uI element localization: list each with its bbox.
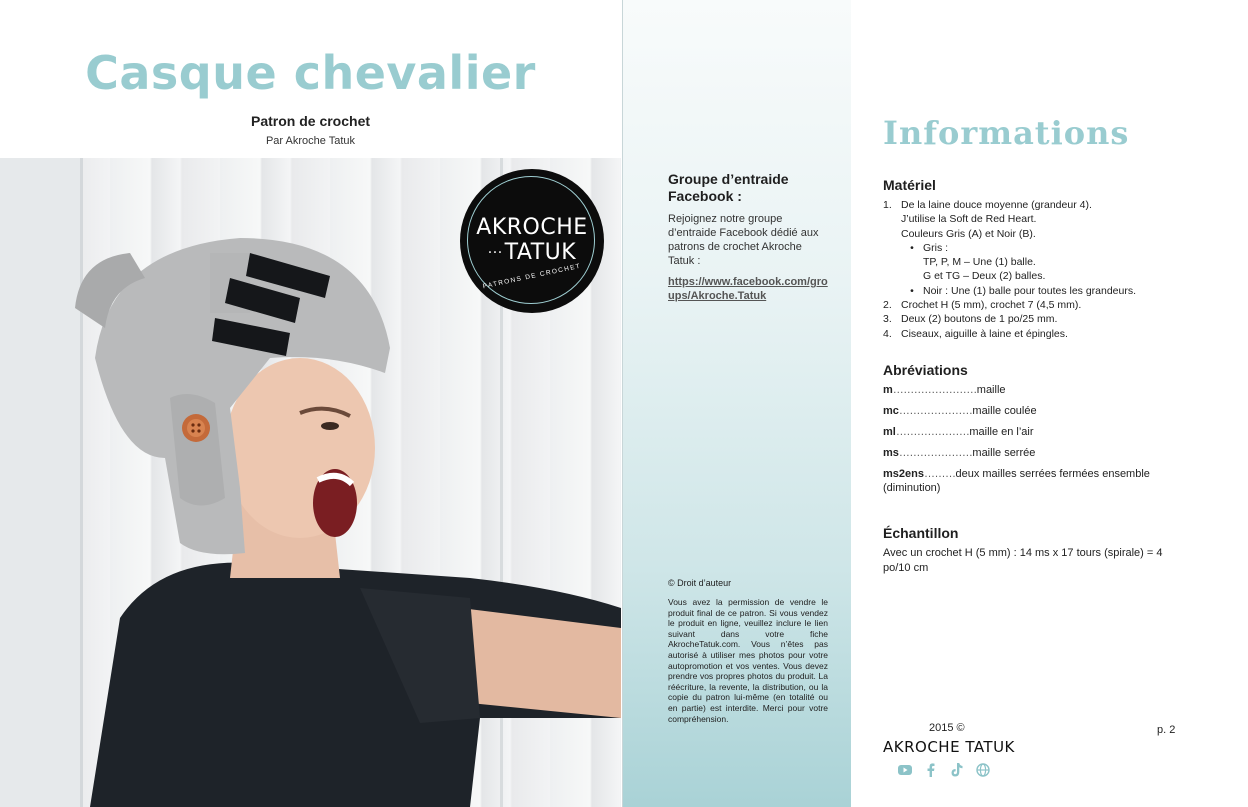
abreviation-leader: ………………… xyxy=(898,405,973,418)
abreviation-definition: maille xyxy=(976,384,1006,396)
copyright-heading: © Droit d’auteur xyxy=(668,578,732,588)
list-number: 1. xyxy=(883,199,892,211)
list-item xyxy=(883,198,1223,212)
facebook-group-heading: Groupe d’entraide Facebook : xyxy=(668,171,789,204)
bullet-icon: • xyxy=(910,284,914,297)
page-number: p. 2 xyxy=(1157,724,1176,736)
abreviation-term: m xyxy=(883,384,893,396)
list-item xyxy=(883,327,1223,341)
abreviation-definition: maille en l’air xyxy=(969,426,1034,439)
tiktok-icon[interactable] xyxy=(949,762,965,778)
abreviation-item xyxy=(883,405,1183,419)
abreviation-leader: ………………… xyxy=(895,426,970,439)
cover-title: Casque chevalier xyxy=(85,46,536,100)
logo-tagline: PATRONS DE CROCHET xyxy=(482,262,582,291)
footer-year: 2015 © xyxy=(929,722,965,734)
logo-line2: ··· TATUK xyxy=(460,240,604,265)
materiel-list xyxy=(883,198,1223,341)
abreviation-leader: …………………… xyxy=(892,384,977,396)
sub-list-text: TP, P, M – Une (1) balle. xyxy=(923,256,1036,269)
logo-line1: AKROCHE xyxy=(476,215,588,240)
globe-icon[interactable] xyxy=(975,762,991,778)
social-icons xyxy=(897,762,991,778)
echantillon-heading: Échantillon xyxy=(883,525,959,541)
facebook-group-link[interactable]: https://www.facebook.com/groups/Akroche.Tatuk xyxy=(668,276,828,302)
facebook-icon[interactable] xyxy=(923,762,939,778)
echantillon-text: Avec un crochet H (5 mm) : 14 ms x 17 tours (spirale) = 4 po/10 cm xyxy=(883,547,1163,574)
list-text: Crochet H (5 mm), crochet 7 (4,5 mm). xyxy=(901,299,1082,312)
list-text: J’utilise la Soft de Red Heart. xyxy=(901,213,1037,226)
abreviation-term: ms xyxy=(883,447,899,460)
abreviations-list xyxy=(883,384,1183,503)
brand-logo xyxy=(460,169,604,313)
list-item xyxy=(883,227,1223,241)
list-item xyxy=(883,312,1223,326)
list-number: 4. xyxy=(883,327,892,340)
abreviation-leader: ……… xyxy=(923,468,956,481)
list-text: Ciseaux, aiguille à laine et épingles. xyxy=(901,327,1068,340)
list-number: 2. xyxy=(883,299,892,312)
abreviation-leader: ………………… xyxy=(898,447,973,460)
list-text: De la laine douce moyenne (grandeur 4). xyxy=(901,199,1092,211)
facebook-group-text: Rejoignez notre groupe d’entraide Facebook dédié aux patrons de crochet Akroche Tatuk : xyxy=(668,213,819,267)
abreviation-term: ms2ens xyxy=(883,468,924,481)
abreviation-definition: deux mailles serrées fermées ensemble (diminution) xyxy=(883,468,1150,494)
bullet-icon: • xyxy=(910,241,914,254)
abreviation-item xyxy=(883,447,1183,461)
sidebar-strip xyxy=(622,0,852,807)
abreviation-definition: maille serrée xyxy=(972,447,1036,460)
list-text: Deux (2) boutons de 1 po/25 mm. xyxy=(901,313,1058,326)
sub-list-item xyxy=(883,241,1223,255)
youtube-icon[interactable] xyxy=(897,762,913,778)
information-page xyxy=(851,0,1248,807)
materiel-heading: Matériel xyxy=(883,177,936,193)
abreviation-definition: maille coulée xyxy=(972,405,1037,418)
list-item xyxy=(883,212,1223,226)
cover-author: Par Akroche Tatuk xyxy=(265,135,356,147)
list-number: 3. xyxy=(883,313,892,326)
sub-list-text: G et TG – Deux (2) balles. xyxy=(923,270,1046,283)
list-item xyxy=(883,298,1223,312)
copyright-text: Vous avez la permission de vendre le produit final de ce patron. Si vous vendez le produit en ligne, veuillez inclure le lien suivant dans votre fiche AkrocheTatuk.com. Vous n’êtes pas autorisé à utiliser mes photos pour votre autopromotion et vos ventes. Vous devez prendre vos propres photos du produit. La réécriture, la revente, la distribution, ou la copie du patron lui-même (en totalité ou en partie) est interdite. Merci pour votre compréhension. xyxy=(668,597,828,724)
abreviations-heading: Abréviations xyxy=(883,362,968,378)
list-text: Couleurs Gris (A) et Noir (B). xyxy=(901,227,1036,240)
sub-list-item xyxy=(883,284,1223,298)
abreviation-term: ml xyxy=(883,426,896,439)
abreviation-item xyxy=(883,426,1183,440)
abreviation-item xyxy=(883,468,1183,495)
abreviation-term: mc xyxy=(883,405,899,418)
footer-brand: AKROCHE TATUK xyxy=(883,738,1015,756)
cover-page xyxy=(0,0,621,807)
list-text: Noir : Une (1) balle pour toutes les grandeurs. xyxy=(923,284,1137,297)
cover-subtitle: Patron de crochet xyxy=(250,113,371,129)
list-text: Gris : xyxy=(923,241,949,254)
abreviation-item xyxy=(883,384,1183,398)
page-title: Informations xyxy=(883,114,1130,152)
